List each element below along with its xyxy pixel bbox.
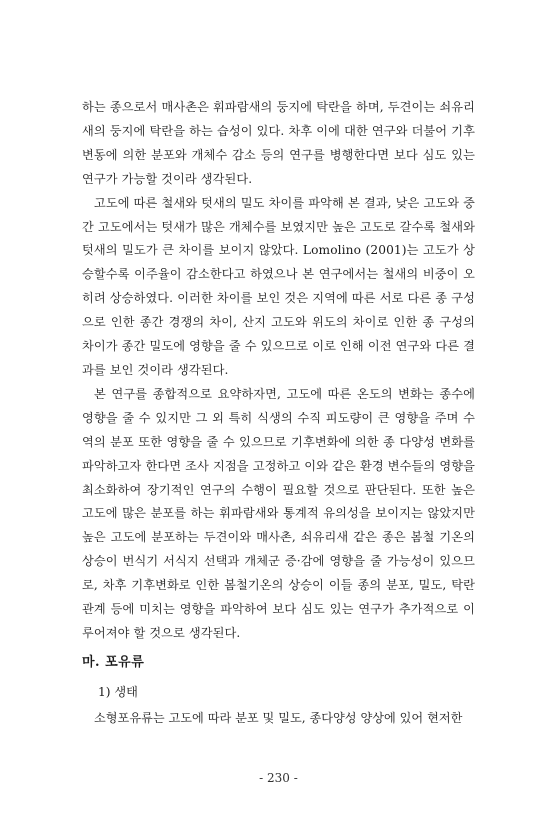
page-number: - 230 - (259, 771, 298, 785)
section-heading: 마. 포유류 (82, 655, 145, 670)
paragraph-4: 소형포유류는 고도에 따라 분포 및 밀도, 종다양성 양상에 있어 현저한 (94, 711, 463, 725)
paragraph-3: 본 연구를 종합적으로 요약하자면, 고도에 따른 온도의 변화는 종수에 영향을 줄 수 있지만 그 외 특히 식생의 수직 피도량이 큰 영향을 주며 수역의 분포 또한 영향을 줄 수 있으므로 기후변화에 의한 종 다양성 변화를 파악하고자 한다면 조사 지점을 고정하고 이와 같은 환경 변수들의 영향을 최소화하여 장기적인 연구의 수행이 필요할 것으로 판단된다. 또한 높은 고도에 많은 분포를 하는 휘파람새와 통계적 유의성을 보이지는 않았지만 높은 고도에 분포하는 두견이와 매사촌, 쇠유리새 같은 종은 봄철 기온의 상승이 번식기 서식지 선택과 개체군 증·감에 영향을 줄 가능성이 있으므로, 차후 기후변화로 인한 봄철기온의 상승이 이들 종의 분포, 밀도, 탁란 관계 등에 미치는 영향을 파악하여 보다 심도 있는 연구가 추가적으로 이루어져야 할 것으로 생각된다. (82, 386, 475, 640)
subheading: 1) 생태 (98, 685, 138, 699)
paragraph-1: 하는 종으로서 매사촌은 휘파람새의 둥지에 탁란을 하며, 두견이는 쇠유리새의 둥지에 탁란을 하는 습성이 있다. 차후 이에 대한 연구와 더불어 기후변동에 의한 분포와 개체수 감소 등의 연구를 병행한다면 보다 심도 있는 연구가 가능할 것이라 생각된다. (82, 100, 475, 186)
paragraph-2: 고도에 따른 철새와 텃새의 밀도 차이를 파악해 본 결과, 낮은 고도와 중간 고도에서는 텃새가 많은 개체수를 보였지만 높은 고도로 갈수록 철새와 텃새의 밀도가 큰 차이를 보이지 않았다. Lomolino (2001)는 고도가 상승할수록 이주율이 감소한다고 하였으나 본 연구에서는 철새의 비중이 오히려 상승하였다. 이러한 차이를 보인 것은 지역에 따른 서로 다른 종 구성으로 인한 종간 경쟁의 차이, 산지 고도와 위도의 차이로 인한 종 구성의 차이가 종간 밀도에 영향을 줄 수 있으므로 이로 인해 이전 연구와 다른 결과를 보인 것이라 생각된다. (82, 195, 475, 377)
body-text (82, 96, 475, 646)
